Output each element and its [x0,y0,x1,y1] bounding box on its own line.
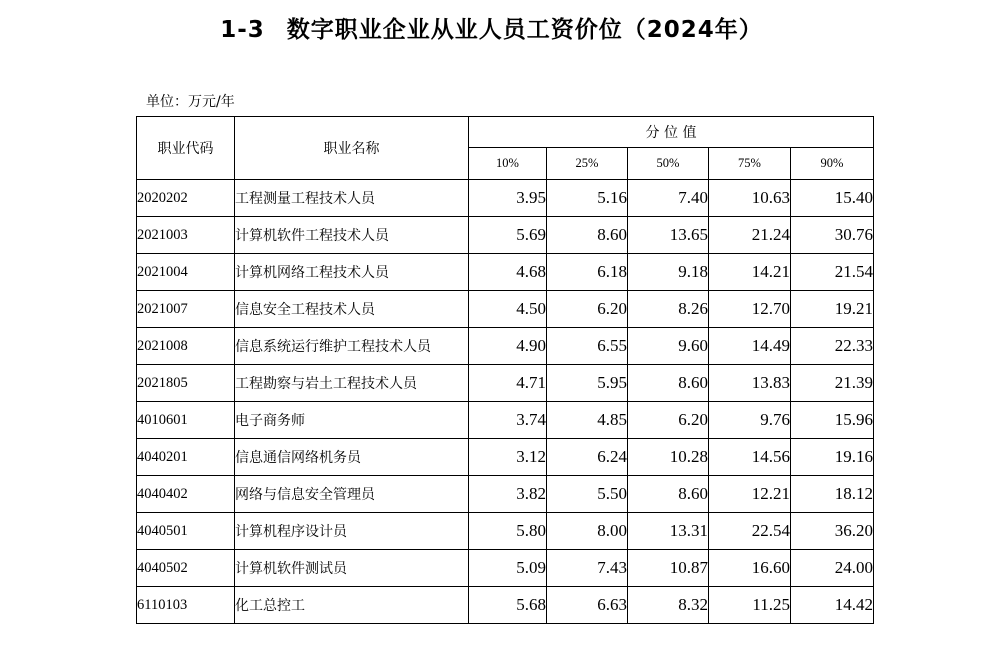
wage-p50: 13.31 [628,513,709,550]
wage-p75: 21.24 [709,217,791,254]
wage-p25: 8.00 [547,513,628,550]
wage-p25: 4.85 [547,402,628,439]
header-code: 职业代码 [137,117,235,180]
table-row [137,365,874,402]
wage-p50: 10.87 [628,550,709,587]
wage-p75: 16.60 [709,550,791,587]
wage-p25: 6.20 [547,291,628,328]
occupation-code: 6110103 [137,587,235,624]
page-title [0,11,983,44]
occupation-code: 2021004 [137,254,235,291]
wage-p75: 12.21 [709,476,791,513]
table-row [137,254,874,291]
table-row [137,180,874,217]
wage-p90: 36.20 [791,513,874,550]
wage-p90: 24.00 [791,550,874,587]
wage-p75: 14.49 [709,328,791,365]
occupation-code: 2021007 [137,291,235,328]
wage-p75: 11.25 [709,587,791,624]
wage-p25: 5.50 [547,476,628,513]
table-row [137,217,874,254]
wage-p25: 5.16 [547,180,628,217]
header-p10: 10% [469,148,547,180]
table-title-text: 数字职业企业从业人员工资价位（2024年） [286,17,763,43]
occupation-code: 4040402 [137,476,235,513]
wage-p25: 8.60 [547,217,628,254]
table-row [137,328,874,365]
occupation-code: 4010601 [137,402,235,439]
occupation-name: 信息通信网络机务员 [235,439,469,476]
unit-label: 单位：万元/年 [146,94,235,110]
occupation-name: 计算机程序设计员 [235,513,469,550]
wage-p90: 15.40 [791,180,874,217]
wage-p90: 19.16 [791,439,874,476]
occupation-code: 2021003 [137,217,235,254]
occupation-name: 网络与信息安全管理员 [235,476,469,513]
header-p50: 50% [628,148,709,180]
wage-p10: 4.90 [469,328,547,365]
occupation-code: 2020202 [137,180,235,217]
wage-p90: 18.12 [791,476,874,513]
wage-p75: 14.56 [709,439,791,476]
occupation-code: 4040501 [137,513,235,550]
wage-p50: 13.65 [628,217,709,254]
occupation-code: 4040201 [137,439,235,476]
wage-p25: 6.18 [547,254,628,291]
wage-p90: 15.96 [791,402,874,439]
wage-p75: 13.83 [709,365,791,402]
wage-p75: 9.76 [709,402,791,439]
wage-p10: 3.74 [469,402,547,439]
wage-p25: 6.55 [547,328,628,365]
wage-p90: 22.33 [791,328,874,365]
header-p25: 25% [547,148,628,180]
wage-p10: 3.82 [469,476,547,513]
wage-p90: 21.39 [791,365,874,402]
table-row [137,291,874,328]
occupation-name: 信息系统运行维护工程技术人员 [235,328,469,365]
header-p90: 90% [791,148,874,180]
wage-p90: 19.21 [791,291,874,328]
wage-p50: 8.26 [628,291,709,328]
wage-p10: 5.69 [469,217,547,254]
wage-p10: 5.68 [469,587,547,624]
wage-p10: 5.09 [469,550,547,587]
occupation-name: 计算机软件测试员 [235,550,469,587]
wage-p75: 14.21 [709,254,791,291]
occupation-name: 计算机网络工程技术人员 [235,254,469,291]
wage-p75: 12.70 [709,291,791,328]
occupation-code: 2021008 [137,328,235,365]
wage-p50: 8.60 [628,476,709,513]
wage-p50: 6.20 [628,402,709,439]
wage-p25: 6.24 [547,439,628,476]
wage-p50: 10.28 [628,439,709,476]
occupation-name: 电子商务师 [235,402,469,439]
wage-p75: 10.63 [709,180,791,217]
occupation-name: 计算机软件工程技术人员 [235,217,469,254]
wage-p10: 4.71 [469,365,547,402]
occupation-name: 信息安全工程技术人员 [235,291,469,328]
occupation-name: 工程测量工程技术人员 [235,180,469,217]
wage-p50: 8.32 [628,587,709,624]
occupation-name: 工程勘察与岩土工程技术人员 [235,365,469,402]
wage-p50: 8.60 [628,365,709,402]
wage-p75: 22.54 [709,513,791,550]
occupation-code: 4040502 [137,550,235,587]
table-number: 1-3 [220,17,265,43]
table-row [137,587,874,624]
occupation-code: 2021805 [137,365,235,402]
table-row [137,476,874,513]
wage-p90: 14.42 [791,587,874,624]
wage-p10: 5.80 [469,513,547,550]
header-percentile-group: 分 位 值 [469,117,874,148]
header-p75: 75% [709,148,791,180]
wage-p25: 6.63 [547,587,628,624]
table-row [137,439,874,476]
wage-p25: 7.43 [547,550,628,587]
wage-p90: 21.54 [791,254,874,291]
occupation-name: 化工总控工 [235,587,469,624]
wage-p10: 4.50 [469,291,547,328]
wage-p10: 3.95 [469,180,547,217]
header-name: 职业名称 [235,117,469,180]
wage-p50: 9.60 [628,328,709,365]
table-row [137,402,874,439]
wage-p50: 9.18 [628,254,709,291]
wage-table [136,116,874,624]
table-row [137,513,874,550]
table-row [137,550,874,587]
wage-p10: 3.12 [469,439,547,476]
wage-p90: 30.76 [791,217,874,254]
wage-p50: 7.40 [628,180,709,217]
wage-p25: 5.95 [547,365,628,402]
wage-p10: 4.68 [469,254,547,291]
